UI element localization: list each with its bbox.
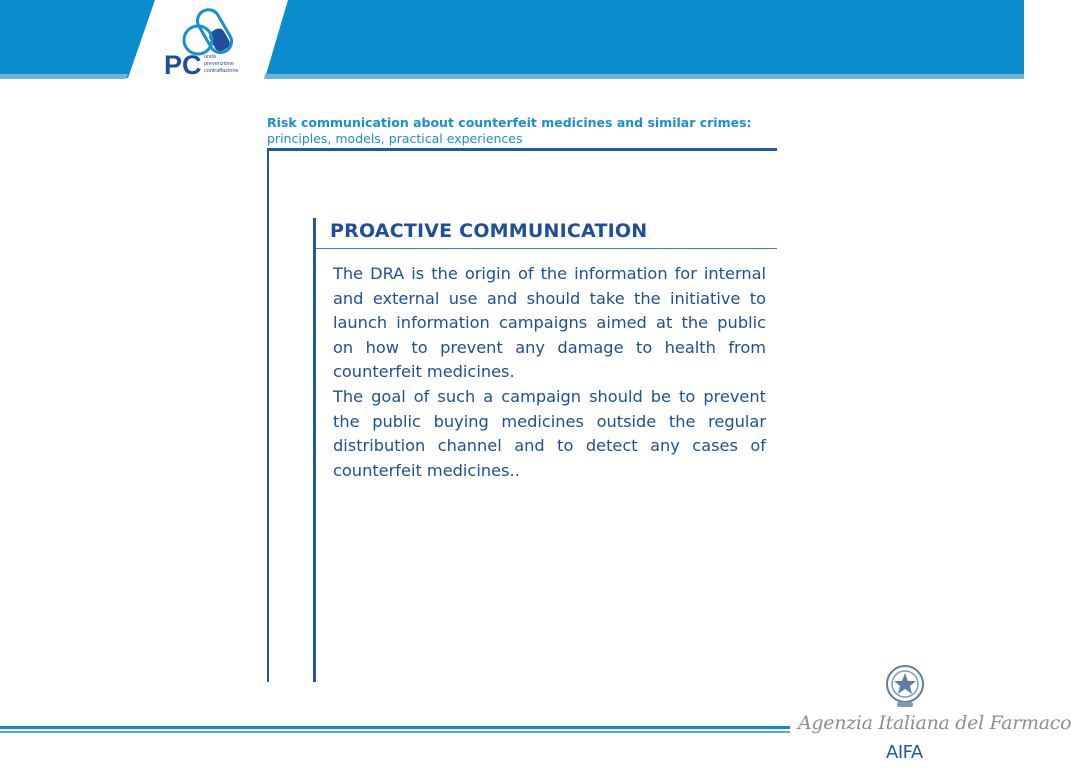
capsule-icon [193, 6, 235, 57]
section-body [333, 262, 766, 483]
italian-republic-emblem-icon [884, 662, 926, 710]
section-title: PROACTIVE COMMUNICATION [330, 220, 648, 242]
logo-line-1: unità [204, 54, 216, 60]
footer-lines [0, 722, 790, 736]
agency-name: Agenzia Italiana del Farmaco [798, 712, 1071, 734]
left-outer-rule [267, 150, 269, 682]
logo-line-3: contraffazione [204, 68, 239, 74]
logo-initials: PC [164, 50, 202, 80]
body-paragraph-1: The DRA is the origin of the information for internal and external use and should take the initiative to launch information campaigns aimed at the public on how to prevent any damage to health from counterfeit medicines. [333, 264, 766, 382]
header-band [0, 0, 1024, 80]
section-title-rule [316, 248, 777, 249]
left-inner-rule [313, 218, 316, 682]
agency-acronym: AIFA [886, 742, 923, 763]
presentation-title: Risk communication about counterfeit medicines and similar crimes: [267, 115, 752, 130]
top-rule [267, 148, 777, 151]
pc-logo [160, 4, 260, 78]
presentation-subtitle: principles, models, practical experiences [267, 131, 523, 146]
logo-line-2: prevenzione [204, 61, 234, 67]
body-paragraph-2: The goal of such a campaign should be to prevent the public buying medicines outside the regular distribution channel and to detect any cases of counterfeit medicines.. [333, 386, 766, 480]
